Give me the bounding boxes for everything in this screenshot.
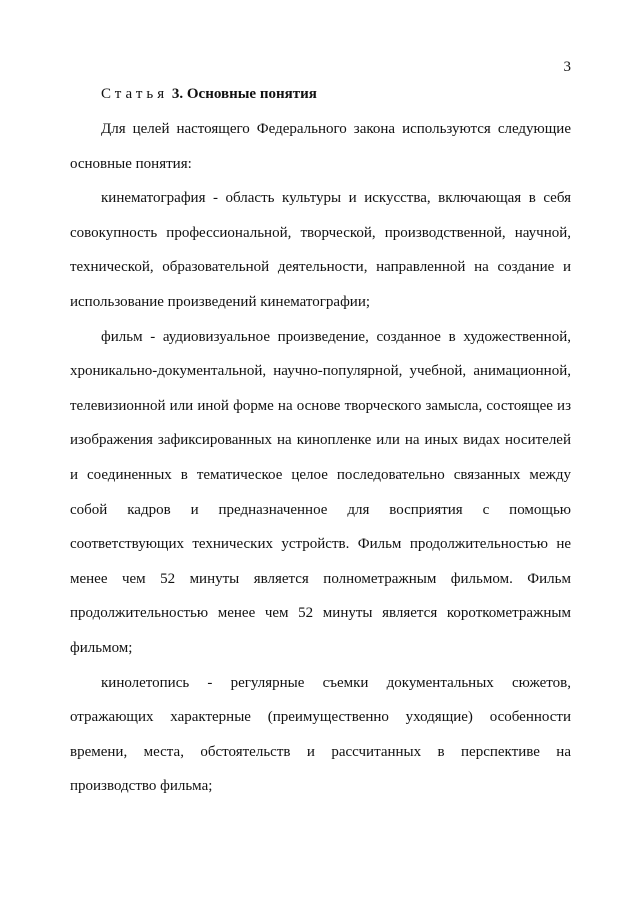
page-number: 3 bbox=[563, 59, 571, 75]
article-heading bbox=[101, 85, 317, 103]
definition-cinematography: кинематография - область культуры и искусства, включающая в себя совокупность профессиональной, творческой, производственной, научной, технической, образовательной деятельности, направленной на создание и использование произведений кинематографии; bbox=[70, 190, 571, 310]
article-body bbox=[70, 112, 571, 804]
intro-paragraph: Для целей настоящего Федерального закона используются следующие основные понятия: bbox=[70, 121, 571, 172]
article-label: Статья bbox=[101, 86, 169, 102]
article-title: 3. Основные понятия bbox=[171, 86, 317, 102]
definition-film-chronicle: кинолетопись - регулярные съемки документальных сюжетов, отражающих характерные (преимущественно уходящие) особенности времени, места, обстоятельств и рассчитанных в перспективе на производство фильма; bbox=[70, 674, 571, 795]
definition-film: фильм - аудиовизуальное произведение, созданное в художественной, хроникально-документальной, научно-популярной, учебной, анимационной, телевизионной или иной форме на основе творческого замысла, состоящее из изображения зафиксированных на кинопленке или на иных видах носителей и соединенных в тематическое целое последовательно связанных между собой кадров и предназначенное для восприятия с помощью соответствующих технических устройств. Фильм продолжительностью не менее чем 52 минуты является полнометражным фильмом. Фильм продолжительностью менее чем 52 минуты является короткометражным фильмом; bbox=[70, 328, 571, 656]
